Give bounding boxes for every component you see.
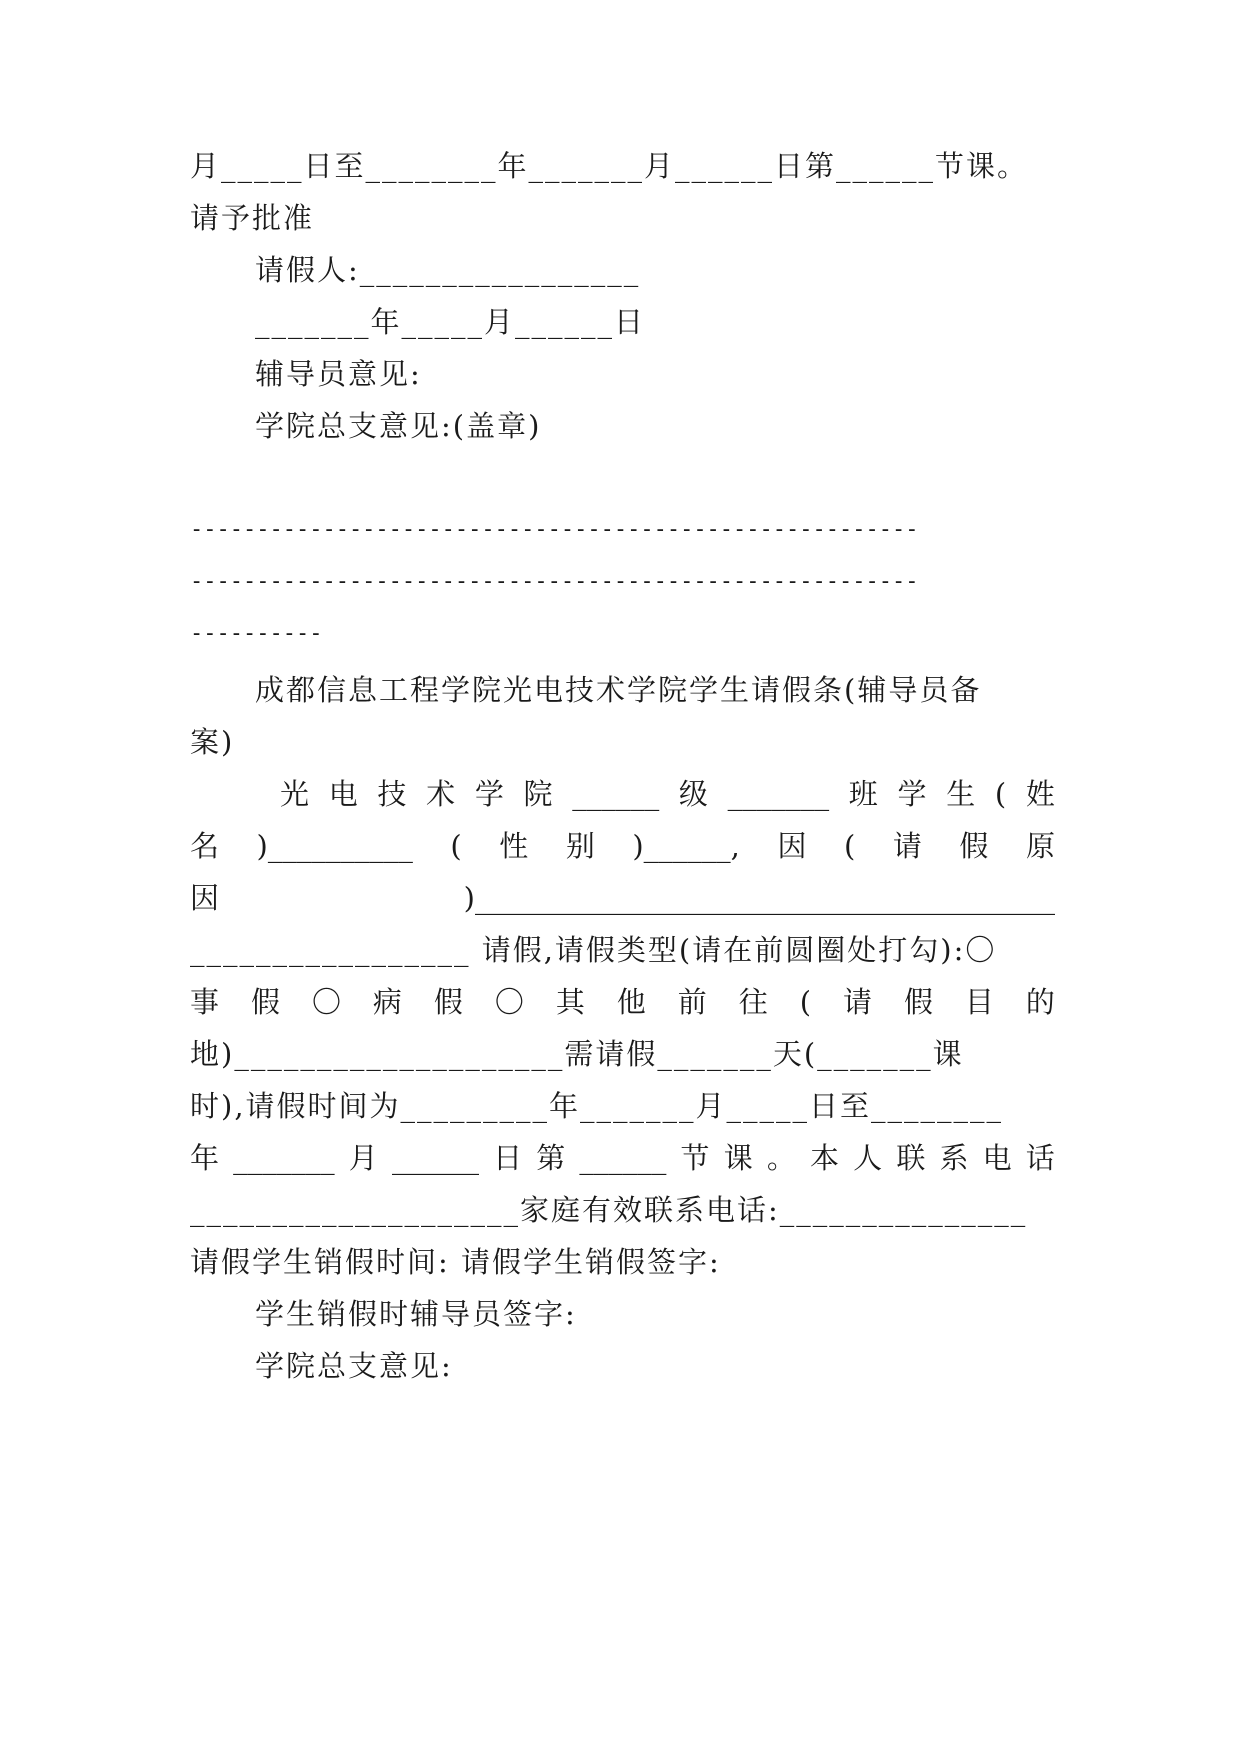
row8-token: 节 (680, 1141, 710, 1175)
counselor-sign-line: 学生销假时辅导员签字: (255, 1297, 577, 1331)
row2-token: 名 (190, 829, 220, 863)
row8-token: 电 (982, 1141, 1012, 1175)
form-title-line-1: 成都信息工程学院光电技术学院学生请假条(辅导员备 (255, 673, 982, 707)
form-row-8 (190, 1138, 1055, 1178)
row5-token: 目 (964, 985, 994, 1019)
row1-token: 光 (280, 777, 310, 811)
form-row-3 (190, 878, 1055, 918)
row8-token: 年 (190, 1141, 220, 1175)
row8-token: 月 (348, 1141, 378, 1175)
row1-token: 班 (848, 777, 878, 811)
counselor-opinion-line: 辅导员意见: (255, 357, 422, 391)
row2-token: )______, (632, 829, 740, 863)
row2-token: 性 (499, 829, 529, 863)
row5-token: 前 (677, 985, 707, 1019)
row2-token: 假 (959, 829, 989, 863)
row1-token: 院 (523, 777, 553, 811)
form-college-opinion-line: 学院总支意见: (255, 1349, 453, 1383)
row1-token: 学 (474, 777, 504, 811)
form-row-5 (190, 982, 1055, 1022)
row8-token: ______ (391, 1141, 479, 1175)
row8-token: 第 (536, 1141, 566, 1175)
row8-token: 联 (896, 1141, 926, 1175)
row2-token: 原 (1025, 829, 1055, 863)
circle-icon: 〇 (311, 985, 341, 1019)
row2-token: 别 (565, 829, 595, 863)
separator-line-1: ------------------------------------------------------- (190, 517, 919, 542)
separator-line-3: ---------- (190, 621, 323, 646)
form-row-2 (190, 826, 1055, 866)
row1-token: 技 (377, 777, 407, 811)
row2-token: 因 (777, 829, 807, 863)
row8-token: 。 (766, 1141, 796, 1175)
row2-token: ( (450, 829, 462, 863)
row1-token: 电 (328, 777, 358, 811)
top-line-2: 请予批准 (190, 201, 315, 235)
college-opinion-line: 学院总支意见:(盖章) (255, 409, 542, 443)
row5-token: 请 (842, 985, 872, 1019)
row5-token: 假 (250, 985, 280, 1019)
row1-token: ( (994, 777, 1007, 811)
row3-token: 因 (190, 881, 220, 915)
row5-token: 假 (903, 985, 933, 1019)
row1-token: _______ (727, 777, 830, 811)
row3-token: )________________________________________ (463, 881, 1055, 915)
row5-token: 其 (555, 985, 585, 1019)
row2-token: 请 (892, 829, 922, 863)
row8-token: 系 (939, 1141, 969, 1175)
form-row-9: ____________________家庭有效联系电话:_______________ (190, 1193, 1028, 1227)
row5-token: 事 (190, 985, 220, 1019)
row5-token: 他 (616, 985, 646, 1019)
form-row-7: 时),请假时间为_________年_______月_____日至________ (190, 1089, 1004, 1123)
row8-token: 课 (723, 1141, 753, 1175)
row1-token: 学 (897, 777, 927, 811)
row5-token: 假 (433, 985, 463, 1019)
row1-token: 姓 (1025, 777, 1055, 811)
row5-token: 病 (372, 985, 402, 1019)
row1-token: 级 (678, 777, 708, 811)
row2-token: ( (843, 829, 856, 863)
requester-line: 请假人:_________________ (255, 253, 641, 287)
form-title-line-2: 案) (190, 725, 235, 759)
row8-token: 人 (853, 1141, 883, 1175)
row8-token: 本 (810, 1141, 840, 1175)
top-line-1: 月_____日至________年_______月______日第______节课。 (190, 149, 1029, 183)
row8-token: 话 (1025, 1141, 1055, 1175)
row8-token: ______ (579, 1141, 667, 1175)
row5-token: ( (799, 985, 812, 1019)
row5-token: 的 (1025, 985, 1055, 1019)
row5-token: 往 (738, 985, 768, 1019)
row1-token: 生 (946, 777, 976, 811)
separator-line-2: ------------------------------------------------------- (190, 569, 919, 594)
row1-token: ______ (572, 777, 660, 811)
row2-token: )__________ (256, 829, 413, 863)
date-line: _______年_____月______日 (255, 305, 646, 339)
row1-token: 术 (426, 777, 456, 811)
form-row-4: _________________ 请假,请假类型(请在前圆圈处打勾):〇 (190, 933, 997, 967)
row8-token: 日 (493, 1141, 523, 1175)
form-row-10: 请假学生销假时间: 请假学生销假签字: (190, 1245, 721, 1279)
form-row-6: 地)____________________需请假_______天(_______课 (190, 1037, 964, 1071)
row8-token: _______ (233, 1141, 335, 1175)
circle-icon: 〇 (494, 985, 524, 1019)
form-row-1 (280, 774, 1055, 814)
